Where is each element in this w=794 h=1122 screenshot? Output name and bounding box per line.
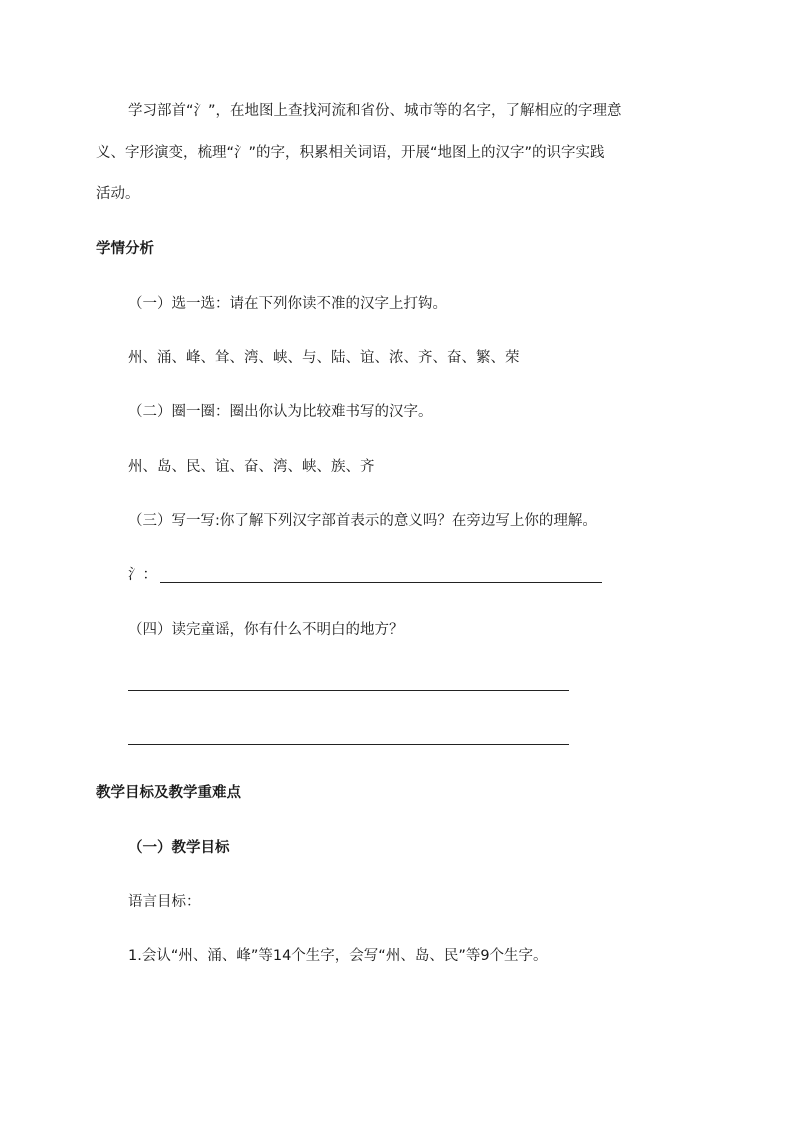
- intro-line-2: 义、字形演变，梳理“氵”的字，积累相关词语，开展“地图上的汉字”的识字实践: [96, 145, 605, 161]
- q1-prompt: （一）选一选：请在下列你读不准的汉字上打钩。: [128, 296, 447, 312]
- q4-answer-line-2[interactable]: [128, 744, 569, 745]
- q3-prompt: （三）写一写:你了解下列汉字部首表示的意义吗？在旁边写上你的理解。: [128, 513, 597, 529]
- intro-line-3: 活动。: [96, 186, 140, 202]
- q2-chars: 州、岛、民、谊、奋、湾、峡、族、齐: [128, 459, 375, 475]
- q4-prompt: （四）读完童谣，你有什么不明白的地方？: [128, 622, 404, 638]
- goal-item-1: 1.会认“州、涌、峰”等14个生字，会写“州、岛、民”等9个生字。: [128, 948, 548, 964]
- goals-heading: 教学目标及教学重难点: [96, 785, 241, 801]
- analysis-heading: 学情分析: [96, 241, 154, 257]
- intro-line-1: 学习部首“氵”，在地图上查找河流和省份、城市等的名字，了解相应的字理意: [128, 103, 622, 119]
- language-goal-label: 语言目标：: [128, 894, 201, 910]
- q3-radical-label: 氵：: [128, 567, 157, 583]
- goals-subheading: （一）教学目标: [128, 840, 230, 856]
- q3-answer-line[interactable]: [160, 582, 602, 583]
- q1-chars: 州、涌、峰、耸、湾、峡、与、陆、谊、浓、齐、奋、繁、荣: [128, 350, 520, 366]
- q2-prompt: （二）圈一圈：圈出你认为比较难书写的汉字。: [128, 404, 433, 420]
- q4-answer-line-1[interactable]: [128, 690, 569, 691]
